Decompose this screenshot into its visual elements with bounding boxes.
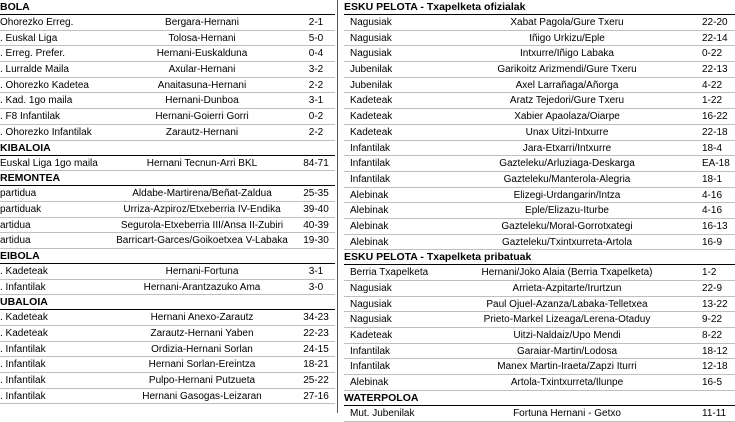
teams-cell: Xabat Pagola/Gure Txeru: [510, 17, 624, 28]
score-cell: 84-71: [303, 157, 329, 169]
category-cell: Mut. Jubenilak: [350, 407, 415, 419]
result-row: [0, 46, 335, 62]
teams-cell: Zarautz-Hernani: [165, 126, 239, 138]
right-results-column: [344, 0, 735, 422]
score-cell: 22-23: [303, 328, 329, 339]
category-cell: Infantilak: [350, 361, 391, 373]
score-cell: 34-23: [303, 312, 329, 324]
result-row: [0, 156, 335, 172]
score-cell: 22-18: [702, 126, 728, 138]
result-row: [0, 310, 335, 326]
score-cell: 1-22: [702, 95, 723, 107]
score-cell: 4-22: [702, 79, 723, 91]
teams-cell: Prieto-Markel Lizeaga/Lerena-Otaduy: [483, 314, 651, 326]
score-cell: 12-18: [702, 361, 728, 373]
score-cell: 5-0: [308, 32, 324, 44]
result-row: [344, 125, 735, 141]
section-header: ESKU PELOTA - Txapelketa ofizialak: [344, 0, 735, 15]
result-row: [0, 389, 335, 405]
category-cell: . Euskal Liga: [0, 32, 58, 44]
category-cell: Jubenilak: [350, 79, 393, 91]
teams-cell: Gazteleku/Manterola-Alegria: [503, 173, 631, 185]
teams-cell: Hernani Gasogas-Leizaran: [142, 390, 262, 402]
teams-cell: Barricart-Garces/Goikoetxea V-Labaka: [116, 235, 288, 247]
teams-cell: Manex Martin-Iraeta/Zapzi Iturri: [497, 361, 637, 373]
result-row: [344, 235, 735, 251]
teams-cell: Arrieta-Azpitarte/Irurtzun: [512, 283, 622, 294]
category-cell: Ohorezko Erreg.: [0, 17, 74, 28]
teams-cell: Aldabe-Martirena/Beñat-Zaldua: [132, 188, 272, 200]
result-row: [0, 62, 335, 78]
result-row: [0, 373, 335, 389]
result-row: [0, 326, 335, 342]
result-row: [344, 203, 735, 219]
teams-cell: Axular-Hernani: [168, 64, 236, 76]
score-cell: 18-21: [303, 359, 329, 371]
category-cell: partidua: [0, 188, 37, 200]
teams-cell: Hernani-Euskalduna: [156, 48, 248, 60]
score-cell: 8-22: [702, 330, 723, 342]
score-cell: 40-39: [303, 219, 329, 231]
score-cell: 2-2: [308, 126, 324, 138]
teams-cell: Gazteleku/Arluziaga-Deskarga: [499, 158, 635, 170]
teams-cell: Segurola-Etxeberria III/Ansa II-Zubiri: [120, 219, 284, 231]
score-cell: 13-22: [702, 298, 728, 310]
score-cell: 24-15: [303, 343, 329, 355]
score-cell: 4-16: [702, 189, 723, 201]
category-cell: artidua: [0, 219, 31, 231]
score-cell: 22-14: [702, 32, 728, 44]
result-row: [344, 406, 735, 422]
teams-cell: Hernani-Arantzazuko Ama: [143, 281, 261, 293]
teams-cell: Elizegi-Urdangarin/Intza: [513, 189, 621, 201]
section-header: BOLA: [0, 0, 335, 15]
teams-cell: Aratz Tejedori/Gure Txeru: [509, 95, 625, 107]
result-row: [0, 264, 335, 280]
result-row: [0, 280, 335, 296]
teams-cell: Gazteleku/Moral-Gorrotxategi: [501, 220, 633, 232]
teams-cell: Fortuna Hernani - Getxo: [513, 407, 621, 419]
score-cell: 4-16: [702, 205, 723, 217]
teams-cell: Hernani-Fortuna: [165, 265, 239, 277]
section-header: REMONTEA: [0, 171, 335, 186]
score-cell: 39-40: [303, 203, 329, 215]
result-row: [344, 375, 735, 391]
result-row: [0, 342, 335, 358]
category-cell: Infantilak: [350, 158, 391, 170]
result-row: [0, 15, 335, 31]
score-cell: 25-35: [303, 188, 329, 200]
category-cell: . Erreg. Prefer.: [0, 48, 66, 60]
teams-cell: Iñigo Urkizu/Eple: [529, 32, 605, 44]
teams-cell: Hernani-Dunboa: [165, 95, 239, 107]
score-cell: 0-2: [308, 111, 324, 123]
score-cell: 27-16: [303, 390, 329, 402]
score-cell: 22-20: [702, 17, 728, 28]
result-row: [0, 218, 335, 234]
teams-cell: Uitzi-Naldaiz/Upo Mendi: [513, 330, 621, 342]
category-cell: Berria Txapelketa: [350, 267, 429, 279]
section-header: KIBALOIA: [0, 141, 335, 156]
category-cell: Kadeteak: [350, 330, 393, 342]
teams-cell: Jara-Etxarri/Intxurre: [522, 142, 612, 154]
category-cell: Alebinak: [350, 205, 389, 217]
result-row: [0, 357, 335, 373]
teams-cell: Hernani/Joko Alaia (Berria Txapelketa): [481, 267, 653, 279]
result-row: [0, 78, 335, 94]
teams-cell: Anaitasuna-Hernani: [157, 79, 247, 91]
teams-cell: Axel Larrañaga/Añorga: [515, 79, 619, 91]
result-row: [344, 156, 735, 172]
teams-cell: Eple/Elizazu-Iturbe: [525, 205, 609, 217]
score-cell: 25-22: [303, 375, 329, 387]
result-row: [344, 312, 735, 328]
score-cell: 0-22: [702, 48, 723, 60]
result-row: [344, 78, 735, 94]
score-cell: 3-2: [308, 64, 324, 76]
teams-cell: Hernani Anexo-Zarautz: [150, 312, 254, 324]
teams-cell: Hernani Tecnun-Arri BKL: [146, 157, 258, 169]
category-cell: . Kadeteak: [0, 328, 48, 339]
score-cell: 2-2: [308, 79, 324, 91]
teams-cell: Pulpo-Hernani Putzueta: [148, 375, 256, 387]
result-row: [344, 328, 735, 344]
score-cell: 19-30: [303, 235, 329, 247]
category-cell: . Kadeteak: [0, 265, 48, 277]
result-row: [344, 172, 735, 188]
result-row: [344, 297, 735, 313]
category-cell: Nagusiak: [350, 32, 392, 44]
category-cell: Euskal Liga 1go maila: [0, 157, 98, 169]
result-row: [344, 265, 735, 281]
teams-cell: Xabier Apaolaza/Oiarpe: [514, 111, 620, 123]
teams-cell: Ordizia-Hernani Sorlan: [151, 343, 253, 355]
teams-cell: Hernani-Goierri Gorri: [155, 111, 249, 123]
score-cell: 3-0: [308, 281, 324, 293]
result-row: [344, 344, 735, 360]
teams-cell: Urriza-Azpiroz/Etxeberria IV-Endika: [123, 203, 281, 215]
teams-cell: Garikoitz Arizmendi/Gure Txeru: [497, 64, 637, 76]
category-cell: Kadeteak: [350, 95, 393, 107]
result-row: [0, 125, 335, 141]
category-cell: . Infantilak: [0, 343, 46, 355]
result-row: [344, 188, 735, 204]
score-cell: 16-22: [702, 111, 728, 123]
teams-cell: Bergara-Hernani: [165, 17, 239, 28]
category-cell: partiduak: [0, 203, 42, 215]
result-row: [0, 93, 335, 109]
teams-cell: Hernani Sorlan-Ereintza: [148, 359, 256, 371]
category-cell: Alebinak: [350, 189, 389, 201]
category-cell: Nagusiak: [350, 283, 392, 294]
score-cell: 18-1: [702, 173, 723, 185]
score-cell: EA-18: [702, 158, 730, 170]
category-cell: Nagusiak: [350, 298, 392, 310]
score-cell: 22-13: [702, 64, 728, 76]
teams-cell: Artola-Txintxurreta/Ilunpe: [510, 377, 624, 389]
category-cell: . Infantilak: [0, 375, 46, 387]
category-cell: Nagusiak: [350, 17, 392, 28]
score-cell: 16-9: [702, 236, 723, 248]
score-cell: 2-1: [308, 17, 324, 28]
score-cell: 22-9: [702, 283, 723, 294]
result-row: [344, 46, 735, 62]
teams-cell: Zarautz-Hernani Yaben: [150, 328, 254, 339]
result-row: [344, 141, 735, 157]
result-row: [0, 31, 335, 47]
score-cell: 18-4: [702, 142, 723, 154]
score-cell: 3-1: [308, 95, 324, 107]
category-cell: Infantilak: [350, 345, 391, 357]
teams-cell: Unax Uitzi-Intxurre: [525, 126, 609, 138]
category-cell: . Kad. 1go maila: [0, 95, 73, 107]
result-row: [344, 31, 735, 47]
category-cell: . Ohorezko Kadetea: [0, 79, 89, 91]
score-cell: 3-1: [308, 265, 324, 277]
category-cell: Nagusiak: [350, 314, 392, 326]
category-cell: Alebinak: [350, 236, 389, 248]
result-row: [0, 233, 335, 249]
teams-cell: Garaiar-Martin/Lodosa: [516, 345, 618, 357]
score-cell: 11-11: [702, 407, 727, 419]
left-results-column: [0, 0, 335, 404]
score-cell: 16-5: [702, 377, 723, 389]
result-row: [344, 359, 735, 375]
category-cell: Kadeteak: [350, 111, 393, 123]
category-cell: . F8 Infantilak: [0, 111, 61, 123]
result-row: [344, 109, 735, 125]
column-divider: [337, 0, 338, 413]
result-row: [344, 93, 735, 109]
result-row: [344, 62, 735, 78]
section-header: UBALOIA: [0, 295, 335, 310]
category-cell: Alebinak: [350, 377, 389, 389]
category-cell: . Kadeteak: [0, 312, 48, 324]
section-header: WATERPOLOA: [344, 391, 735, 406]
category-cell: . Infantilak: [0, 359, 46, 371]
category-cell: Nagusiak: [350, 48, 392, 60]
teams-cell: Intxurre/Iñigo Labaka: [520, 48, 614, 60]
section-header: EIBOLA: [0, 249, 335, 264]
category-cell: Infantilak: [350, 142, 391, 154]
category-cell: Jubenilak: [350, 64, 393, 76]
score-cell: 1-2: [702, 267, 717, 279]
score-cell: 0-4: [308, 48, 324, 60]
result-row: [344, 15, 735, 31]
result-row: [0, 109, 335, 125]
category-cell: . Infantilak: [0, 281, 46, 293]
category-cell: . Ohorezko Infantilak: [0, 126, 92, 138]
result-row: [344, 281, 735, 297]
category-cell: . Lurralde Maila: [0, 64, 69, 76]
result-row: [0, 202, 335, 218]
score-cell: 18-12: [702, 345, 728, 357]
result-row: [0, 186, 335, 202]
teams-cell: Paul Ojuel-Azanza/Labaka-Telletxea: [486, 298, 648, 310]
category-cell: Kadeteak: [350, 126, 393, 138]
score-cell: 9-22: [702, 314, 723, 326]
category-cell: artidua: [0, 235, 31, 247]
teams-cell: Tolosa-Hernani: [168, 32, 236, 44]
category-cell: Infantilak: [350, 173, 391, 185]
section-header: ESKU PELOTA - Txapelketa pribatuak: [344, 250, 735, 265]
result-row: [344, 219, 735, 235]
category-cell: Alebinak: [350, 220, 389, 232]
teams-cell: Gazteleku/Txintxurreta-Artola: [501, 236, 633, 248]
category-cell: . Infantilak: [0, 390, 46, 402]
score-cell: 16-13: [702, 220, 728, 232]
